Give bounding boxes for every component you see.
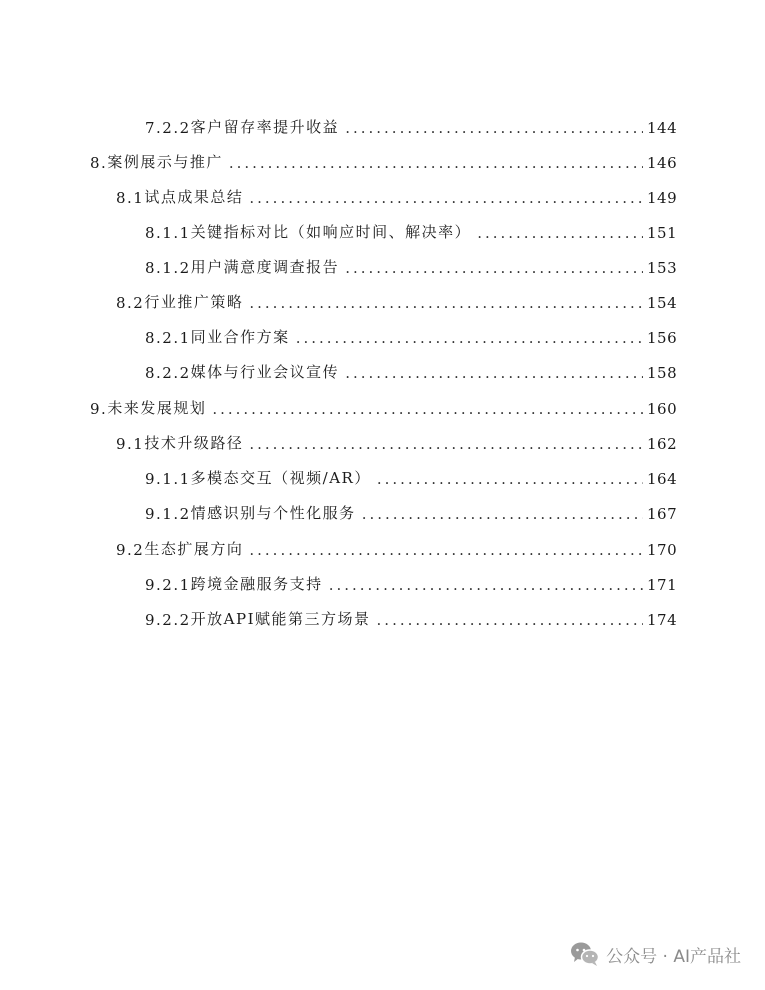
toc-number: 8. bbox=[90, 154, 108, 172]
toc-entry[interactable] bbox=[145, 253, 678, 277]
toc-page: 174 bbox=[647, 611, 678, 629]
toc-number: 9.1.2 bbox=[145, 505, 191, 523]
toc-title: 生态扩展方向 bbox=[144, 540, 244, 558]
toc-title: 多模态交互（视频/AR） bbox=[190, 469, 371, 487]
wechat-icon bbox=[570, 941, 600, 967]
toc-title: 试点成果总结 bbox=[144, 188, 244, 206]
toc-page: 171 bbox=[647, 576, 678, 594]
toc-leader bbox=[249, 435, 643, 453]
toc-entry[interactable] bbox=[116, 183, 678, 207]
toc-page: 162 bbox=[647, 435, 678, 453]
toc-number: 8.1.1 bbox=[145, 224, 191, 242]
toc-leader bbox=[362, 505, 643, 523]
toc-leader bbox=[329, 576, 643, 594]
toc-leader bbox=[477, 224, 643, 242]
toc-title: 技术升级路径 bbox=[144, 434, 244, 452]
toc-leader bbox=[296, 329, 643, 347]
toc-title: 未来发展规划 bbox=[107, 399, 207, 417]
toc-title: 客户留存率提升收益 bbox=[190, 118, 340, 136]
toc-title: 用户满意度调查报告 bbox=[190, 258, 340, 276]
toc-leader bbox=[345, 119, 643, 137]
toc-title: 案例展示与推广 bbox=[107, 153, 223, 171]
toc-title: 行业推广策略 bbox=[144, 293, 244, 311]
toc-title: 关键指标对比（如响应时间、解决率） bbox=[190, 223, 472, 241]
toc-page: 154 bbox=[647, 294, 678, 312]
toc-title: 开放API赋能第三方场景 bbox=[190, 610, 371, 628]
toc-entry[interactable] bbox=[116, 535, 678, 559]
toc-entry[interactable] bbox=[145, 113, 678, 137]
toc-number: 8.2.2 bbox=[145, 364, 191, 382]
toc-number: 9.2.2 bbox=[145, 611, 191, 629]
toc-entry[interactable] bbox=[145, 358, 678, 382]
toc-page: 164 bbox=[647, 470, 678, 488]
toc-page: 156 bbox=[647, 329, 678, 347]
toc-number: 9.1.1 bbox=[145, 470, 191, 488]
toc-title: 跨境金融服务支持 bbox=[190, 575, 323, 593]
toc-entry[interactable] bbox=[90, 394, 678, 418]
toc-page: 170 bbox=[647, 541, 678, 559]
toc-number: 9. bbox=[90, 400, 108, 418]
toc-number: 9.2 bbox=[116, 541, 145, 559]
toc-page: 153 bbox=[647, 259, 678, 277]
toc-title: 情感识别与个性化服务 bbox=[190, 504, 356, 522]
toc-number: 9.2.1 bbox=[145, 576, 191, 594]
toc-number: 8.1 bbox=[116, 189, 145, 207]
toc-page: 160 bbox=[647, 400, 678, 418]
toc-page: 144 bbox=[647, 119, 678, 137]
toc-number: 8.1.2 bbox=[145, 259, 191, 277]
toc-entry[interactable] bbox=[145, 499, 678, 523]
toc-title: 同业合作方案 bbox=[190, 328, 290, 346]
toc-entry[interactable] bbox=[145, 218, 678, 242]
toc-leader bbox=[377, 611, 643, 629]
toc-leader bbox=[212, 400, 643, 418]
toc-title: 媒体与行业会议宣传 bbox=[190, 363, 340, 381]
toc-leader bbox=[229, 154, 643, 172]
toc-page: 158 bbox=[647, 364, 678, 382]
toc-leader bbox=[377, 470, 643, 488]
toc-leader bbox=[249, 189, 643, 207]
toc-entry[interactable] bbox=[145, 323, 678, 347]
watermark-text: 公众号 · AI产品社 bbox=[606, 946, 741, 967]
toc-number: 9.1 bbox=[116, 435, 145, 453]
toc-entry[interactable] bbox=[90, 148, 678, 172]
toc-entry[interactable] bbox=[116, 429, 678, 453]
watermark bbox=[570, 940, 741, 968]
toc-leader bbox=[249, 541, 643, 559]
toc-page: 167 bbox=[647, 505, 678, 523]
toc-leader bbox=[345, 364, 643, 382]
toc-page: 146 bbox=[647, 154, 678, 172]
toc-number: 8.2 bbox=[116, 294, 145, 312]
toc-page: 151 bbox=[647, 224, 678, 242]
toc-page: 149 bbox=[647, 189, 678, 207]
toc-entry[interactable] bbox=[116, 288, 678, 312]
toc-entry[interactable] bbox=[145, 464, 678, 488]
toc-leader bbox=[249, 294, 643, 312]
toc-entry[interactable] bbox=[145, 570, 678, 594]
toc-entry[interactable] bbox=[145, 605, 678, 629]
toc-leader bbox=[345, 259, 643, 277]
toc-number: 7.2.2 bbox=[145, 119, 191, 137]
toc-number: 8.2.1 bbox=[145, 329, 191, 347]
